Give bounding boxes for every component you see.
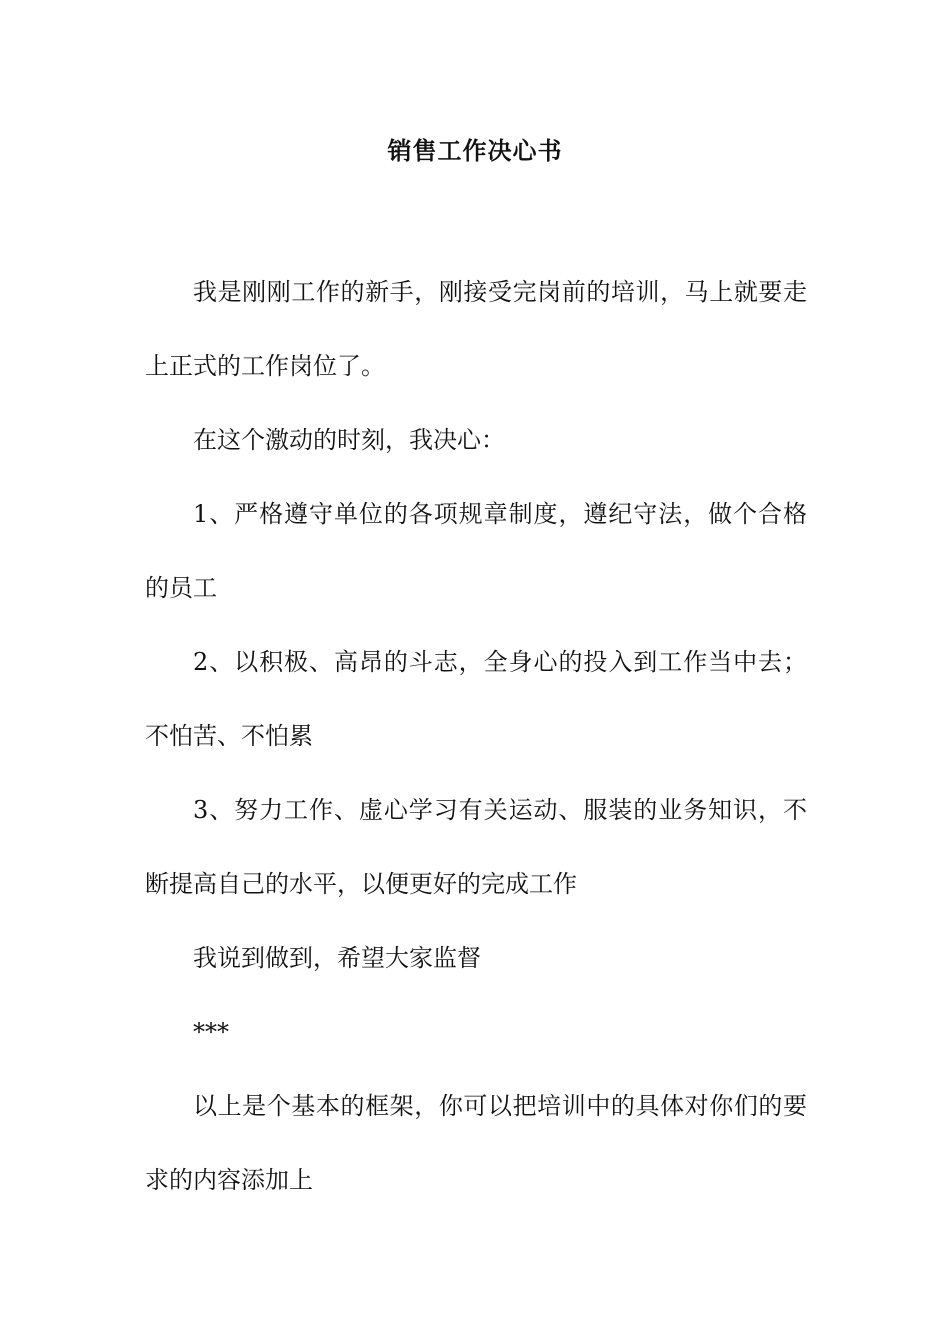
document-body <box>145 255 807 1217</box>
paragraph-intro: 我是刚刚工作的新手，刚接受完岗前的培训，马上就要走上正式的工作岗位了。 <box>145 278 807 380</box>
paragraph-item-1: 1、严格遵守单位的各项规章制度，遵纪守法，做个合格的员工 <box>145 500 807 602</box>
paragraph-item-3: 3、努力工作、虚心学习有关运动、服装的业务知识，不断提高自己的水平，以便更好的完成工作 <box>145 796 807 898</box>
paragraph-note: 以上是个基本的框架，你可以把培训中的具体对你们的要求的内容添加上 <box>145 1092 807 1194</box>
paragraph-item-2: 2、以积极、高昂的斗志，全身心的投入到工作当中去；不怕苦、不怕累 <box>145 648 807 750</box>
paragraph-commitment: 我说到做到，希望大家监督 <box>193 944 481 972</box>
paragraph-resolve: 在这个激动的时刻，我决心： <box>193 426 505 454</box>
paragraph-signature: *** <box>193 1018 229 1046</box>
document-title: 销售工作决心书 <box>387 137 563 165</box>
